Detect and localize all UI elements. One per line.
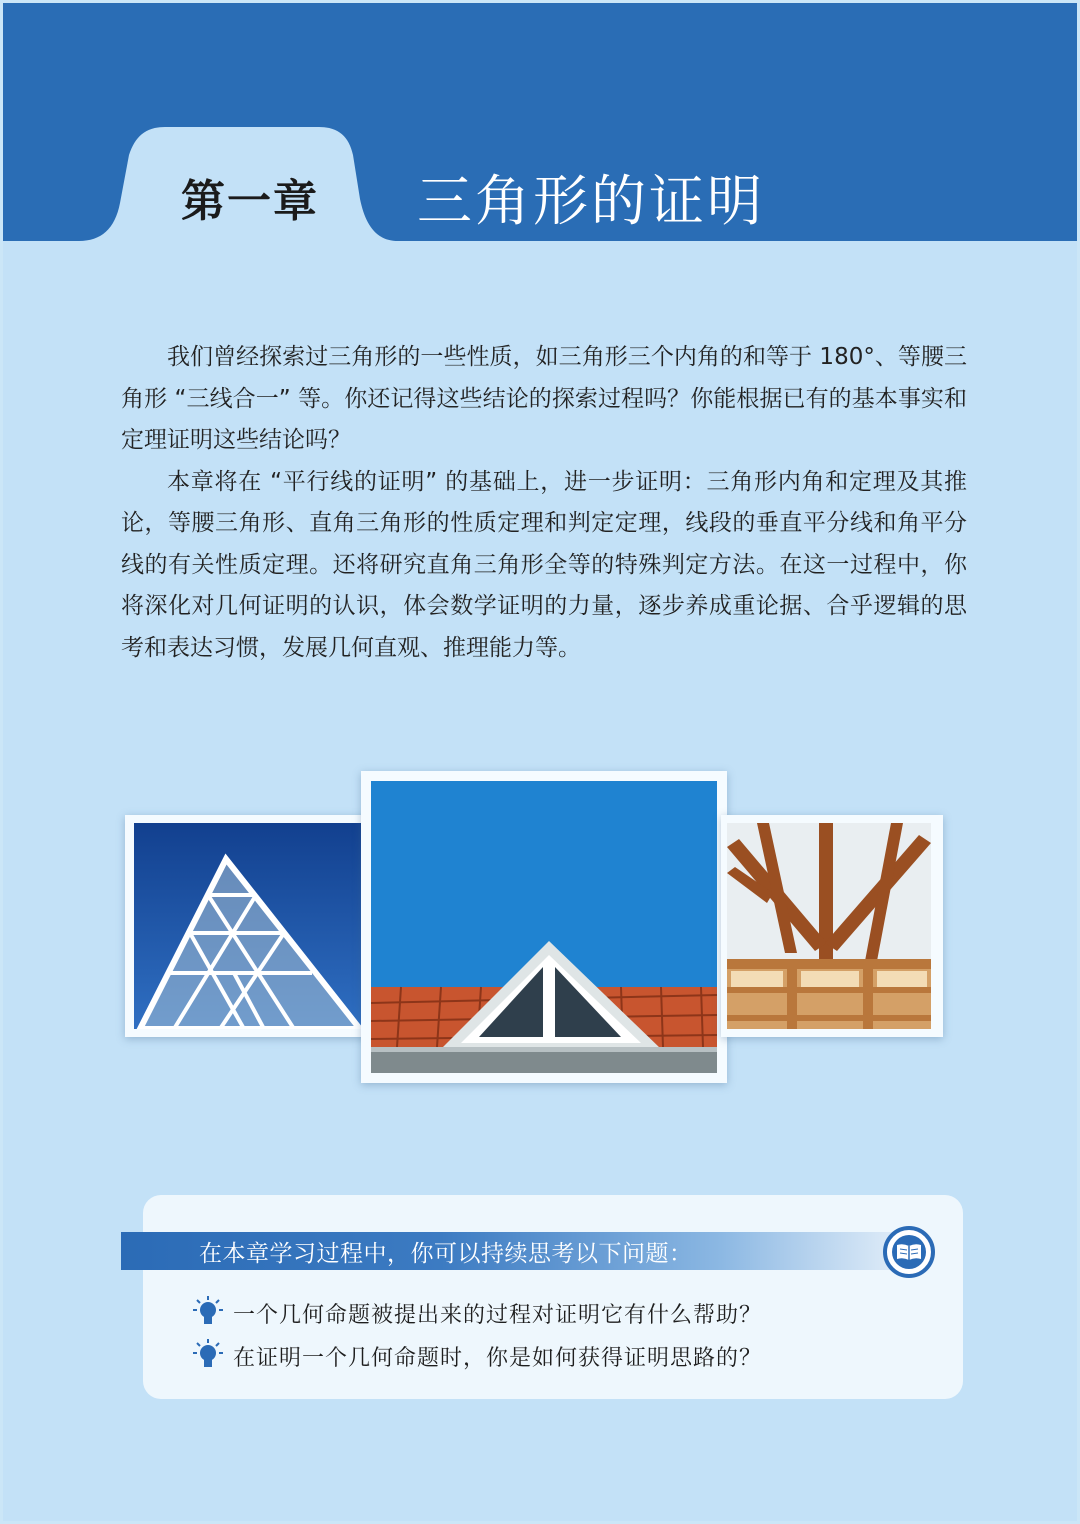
intro-paragraph-2: 本章将在 “平行线的证明” 的基础上，进一步证明：三角形内角和定理及其推论，等腰三角形、直角三角形的性质定理和判定定理，线段的垂直平分线和角平分线的有关性质定理。还将研究直角三角形全等的特殊判定方法。在这一过程中，你将深化对几何证明的认识，体会数学证明的力量，逐步养成重论据、合乎逻辑的思考和表达习惯，发展几何直观、推理能力等。 [121, 468, 967, 661]
photo-wooden-truss [721, 815, 943, 1037]
question-text-1: 一个几何命题被提出来的过程对证明它有什么帮助？ [233, 1303, 763, 1328]
question-item-2 [193, 1339, 833, 1371]
photo-roof-dormer [361, 771, 727, 1083]
lightbulb-icon [193, 1296, 223, 1328]
textbook-page [3, 3, 1077, 1521]
book-icon [881, 1225, 937, 1279]
chapter-title: 三角形的证明 [417, 169, 766, 233]
chapter-introduction [121, 337, 967, 669]
questions-banner-text: 在本章学习过程中，你可以持续思考以下问题： [199, 1241, 693, 1267]
chapter-label: 第一章 [181, 176, 319, 227]
intro-paragraph-1: 我们曾经探索过三角形的一些性质，如三角形三个内角的和等于 180°、等腰三角形 “三线合一” 等。你还记得这些结论的探索过程吗？你能根据已有的基本事实和定理证明这些结论吗？ [121, 344, 967, 453]
question-item-1 [193, 1296, 833, 1328]
question-text-2: 在证明一个几何命题时，你是如何获得证明思路的？ [233, 1346, 763, 1371]
lightbulb-icon [193, 1339, 223, 1371]
photo-glass-pyramid [125, 815, 371, 1037]
